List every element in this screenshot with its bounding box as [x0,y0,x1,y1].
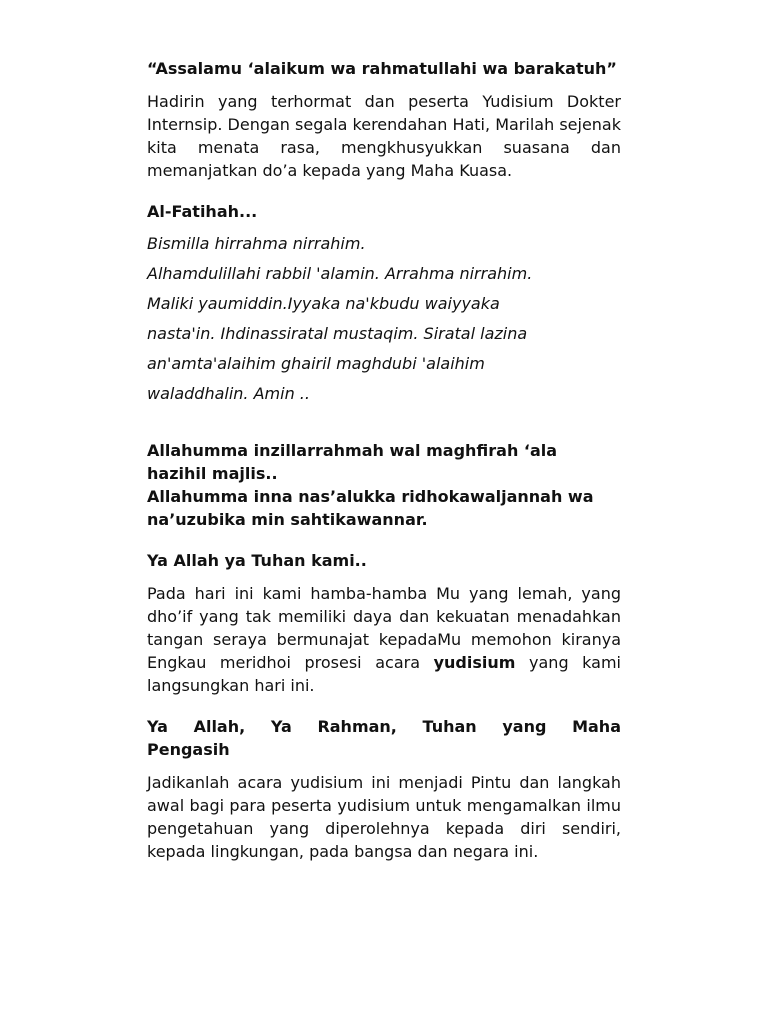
section2-paragraph: Jadikanlah acara yudisium ini menjadi Pintu dan langkah awal bagi para peserta yudisium untuk mengamalkan ilmu pengetahuan yang diperolehnya kepada diri sendiri, kepada lingkungan, pada bangsa dan negara ini. [147,773,621,861]
section1-text-after: yang kami langsungkan hari ini. [147,653,622,695]
fatihah-line: waladdhalin. Amin .. [147,384,310,403]
fatihah-line: an'amta'alaihim ghairil maghdubi 'alaihim [147,354,485,373]
fatihah-line: Bismilla hirrahma nirrahim. [147,234,366,253]
fatihah-line: Alhamdulillahi rabbil 'alamin. Arrahma nirrahim. [147,264,533,283]
section1-heading: Ya Allah ya Tuhan kami.. [147,551,367,570]
greeting: “Assalamu ‘alaikum wa rahmatullahi wa barakatuh” [147,59,617,78]
prayer-line-1: Allahumma inzillarrahmah wal maghfirah ‘ala hazihil majlis.. [147,441,558,483]
document-content [147,57,621,863]
section2-heading-line2: Pengasih [147,740,230,759]
section1-paragraph [147,582,621,697]
prayer-line-2: Allahumma inna nas’alukka ridhokawaljannah wa na’uzubika min sahtikawannar. [147,487,594,529]
section1-text-bold: yudisium [433,653,516,672]
intro-paragraph: Hadirin yang terhormat dan peserta Yudisium Dokter Internsip. Dengan segala kerendahan Hati, Marilah sejenak kita menata rasa, mengkhusyukkan suasana dan memanjatkan do’a kepada yang Maha Kuasa. [147,92,621,180]
section1-text-before: Pada hari ini kami hamba-hamba Mu yang lemah, yang dho’if yang tak memiliki daya dan kekuatan menadahkan tangan seraya bermunajat kepadaMu memohon kiranya Engkau meridhoi prosesi acara [147,584,621,672]
section2-heading-line1: Ya Allah, Ya Rahman, Tuhan yang Maha [147,717,621,736]
fatihah-title: Al-Fatihah... [147,202,258,221]
fatihah-line: nasta'in. Ihdinassiratal mustaqim. Siratal lazina [147,324,528,343]
fatihah-line: Maliki yaumiddin.Iyyaka na'kbudu waiyyaka [147,294,500,313]
